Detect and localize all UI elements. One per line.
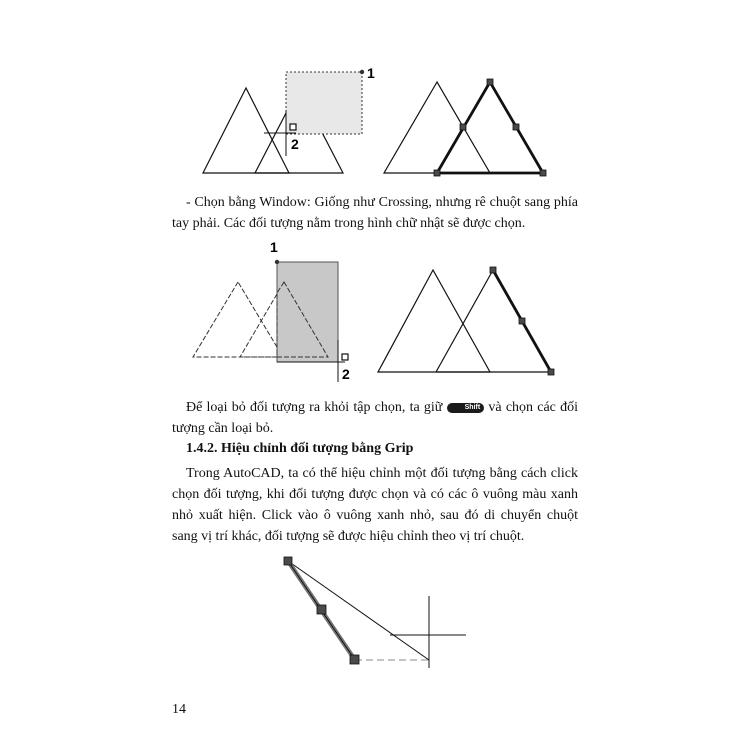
crosshair-cursor: [390, 596, 466, 668]
section-heading: 1.4.2. Hiệu chỉnh đối tượng bằng Grip: [186, 441, 414, 456]
remove-selection-paragraph: [172, 397, 578, 439]
selection-window: [277, 262, 338, 362]
window-result-figure: [375, 262, 555, 377]
stretched-lines: [288, 561, 429, 660]
remove-text-end: và chọn các đối tượng cần loại bỏ.: [172, 400, 578, 436]
corner-point-1: [275, 260, 279, 264]
corner-point-1: [360, 70, 364, 74]
shift-key-icon: Shift: [447, 403, 485, 413]
point-label-1: 1: [367, 65, 375, 81]
window-selection-paragraph: - Chọn bằng Window: Giống như Crossing, nhưng rê chuột sang phía tay phải. Các đối tượng nằm trong hình chữ nhật sẽ được chọn.: [172, 195, 578, 231]
point-label-1: 1: [270, 239, 278, 255]
crossing-result-figure: [380, 75, 550, 180]
selected-triangle: [437, 82, 543, 173]
remove-text-start: Để loại bỏ đối tượng ra khỏi tập chọn, ta giữ: [186, 400, 443, 415]
window-selection-figure: [190, 238, 360, 383]
crossing-selection-figure: [195, 62, 380, 177]
pickbox-icon: [290, 124, 296, 130]
grip-squares: [434, 79, 546, 176]
grip-intro-paragraph: Trong AutoCAD, ta có thể hiệu chỉnh một đối tượng bằng cách click chọn đối tượng, khi đối tượng được chọn và có các ô vuông màu xanh nhỏ xuất hiện. Click vào ô vuông xanh nhỏ, sau đó di chuyển chuột sang vị trí khác, đối tượng sẽ được hiệu chỉnh theo vị trí chuột.: [172, 466, 578, 544]
point-label-2: 2: [291, 136, 299, 152]
grip-editing-figure: [278, 550, 478, 675]
page-number: 14: [172, 702, 186, 717]
pickbox-icon: [342, 354, 348, 360]
crossing-window: [286, 72, 362, 134]
point-label-2: 2: [342, 366, 350, 382]
